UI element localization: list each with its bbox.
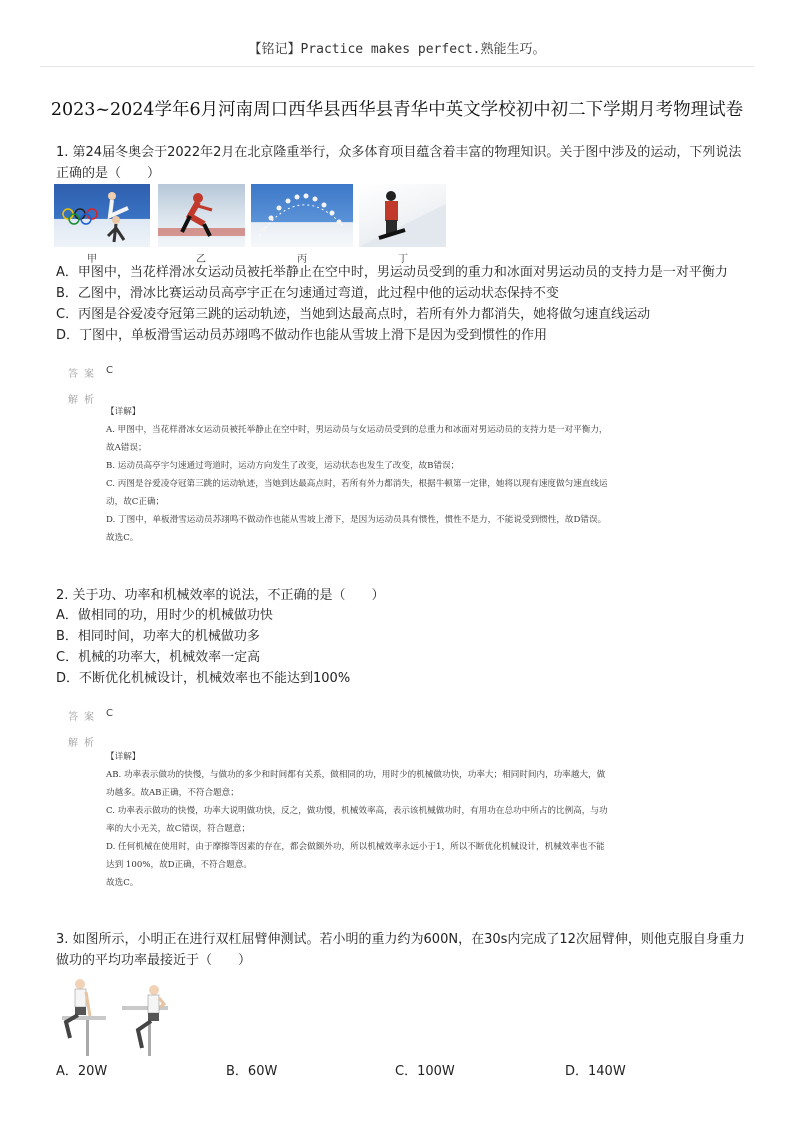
detail-line: C. 丙图是谷爱凌夺冠第三跳的运动轨迹，当她到达最高点时，若所有外力都消失，根据牛顿第一定律，她将以现有速度做匀速直线运 [106, 479, 608, 489]
q2-stem: 2. 关于功、功率和机械效率的说法，不正确的是（ ） [56, 588, 385, 603]
detail-line: D. 丁图中，单板滑雪运动员苏翊鸣不做动作也能从雪坡上滑下，是因为运动员具有惯性，惯性不是力，不能说受到惯性，故D错误。 [106, 515, 607, 525]
header-divider [40, 66, 754, 67]
q1-figure-bing [251, 184, 353, 247]
detail-line: C. 功率表示做功的快慢，功率大说明做功快，反之，做功慢，机械效率高，表示该机械做功时，有用功在总功中所占的比例高，与功 [106, 806, 608, 816]
q3-figure-parallel-bars [56, 976, 176, 1056]
q3-stem-line2: 做功的平均功率最接近于（ ） [56, 953, 252, 968]
q2-option-c[interactable]: C．机械的功率大，机械效率一定高 [56, 650, 261, 665]
q1-analysis-label: 解析 [68, 395, 100, 406]
page-motto: 【铭记】Practice makes perfect.熟能生巧。 [248, 42, 546, 57]
q3-option-a[interactable]: A．20W [56, 1064, 108, 1079]
detail-line: AB. 功率表示做功的快慢，与做功的多少和时间都有关系，做相同的功，用时少的机械做功快，功率大；相同时间内，功率越大，做 [106, 770, 606, 780]
q1-option-d[interactable]: D．丁图中，单板滑雪运动员苏翊鸣不做动作也能从雪坡上滑下是因为受到惯性的作用 [56, 328, 548, 343]
q1-answer-label: 答案 [68, 369, 100, 380]
q1-stem-line1: 1. 第24届冬奥会于2022年2月在北京隆重举行，众多体育项目蕴含着丰富的物理知识。关于图中涉及的运动，下列说法 [56, 145, 742, 160]
q1-caption-yi: 乙 [196, 254, 206, 265]
q2-analysis-label: 解析 [68, 738, 100, 749]
q1-option-a[interactable]: A．甲图中，当花样滑冰女运动员被托举静止在空中时，男运动员受到的重力和冰面对男运动员的支持力是一对平衡力 [56, 265, 728, 280]
q3-option-c[interactable]: C．100W [395, 1064, 455, 1079]
detail-line: 故A错误； [106, 443, 147, 453]
q3-option-d[interactable]: D．140W [565, 1064, 626, 1079]
detail-line: 率的大小无关，故C错误，符合题意； [106, 824, 251, 834]
q1-caption-jia: 甲 [87, 254, 97, 265]
q1-answer: C [106, 365, 113, 376]
q1-figure-yi [158, 184, 245, 247]
detail-line: D. 任何机械在使用时，由于摩擦等因素的存在，都会做额外功，所以机械效率永远小于1，所以不断优化机械设计，机械效率也不能 [106, 842, 605, 852]
detail-line: 故选C。 [106, 533, 139, 543]
q2-option-a[interactable]: A．做相同的功，用时少的机械做功快 [56, 608, 273, 623]
detail-line: B. 运动员高亭宇匀速通过弯道时，运动方向发生了改变，运动状态也发生了改变，故B错误； [106, 461, 460, 471]
detail-line: 达到 100%，故D正确，不符合题意。 [106, 860, 252, 870]
detail-line: 【详解】 [106, 407, 141, 417]
q1-caption-ding: 丁 [398, 254, 408, 265]
q3-stem-line1: 3. 如图所示，小明正在进行双杠屈臂伸测试。若小明的重力约为600N，在30s内完成了12次屈臂伸，则他克服自身重力 [56, 932, 745, 947]
q1-option-b[interactable]: B．乙图中，滑冰比赛运动员高亭宇正在匀速通过弯道，此过程中他的运动状态保持不变 [56, 286, 559, 301]
q2-answer-label: 答案 [68, 712, 100, 723]
q3-option-b[interactable]: B．60W [226, 1064, 278, 1079]
page-title: 2023~2024学年6月河南周口西华县西华县青华中英文学校初中初二下学期月考物理试卷 [50, 100, 744, 120]
q1-figure-ding [359, 184, 446, 247]
q2-option-d[interactable]: D．不断优化机械设计，机械效率也不能达到100% [56, 671, 351, 686]
q1-stem-line2: 正确的是（ ） [56, 166, 161, 181]
q2-answer: C [106, 708, 113, 719]
q1-option-c[interactable]: C．丙图是谷爱凌夺冠第三跳的运动轨迹，当她到达最高点时，若所有外力都消失，她将做匀速直线运动 [56, 307, 651, 322]
detail-line: A. 甲图中，当花样滑冰女运动员被托举静止在空中时，男运动员与女运动员受到的总重力和冰面对男运动员的支持力是一对平衡力， [106, 425, 608, 435]
detail-line: 故选C。 [106, 878, 139, 888]
q1-figure-jia [54, 184, 150, 247]
detail-line: 【详解】 [106, 752, 141, 762]
q3-stem [56, 929, 746, 971]
q2-detail [106, 748, 736, 892]
q2-option-b[interactable]: B．相同时间，功率大的机械做功多 [56, 629, 260, 644]
q1-stem [56, 142, 746, 184]
q1-detail [106, 403, 736, 547]
detail-line: 动，故C正确； [106, 497, 165, 507]
q1-caption-bing: 丙 [297, 254, 307, 265]
detail-line: 功越多。故AB正确，不符合题意； [106, 788, 239, 798]
